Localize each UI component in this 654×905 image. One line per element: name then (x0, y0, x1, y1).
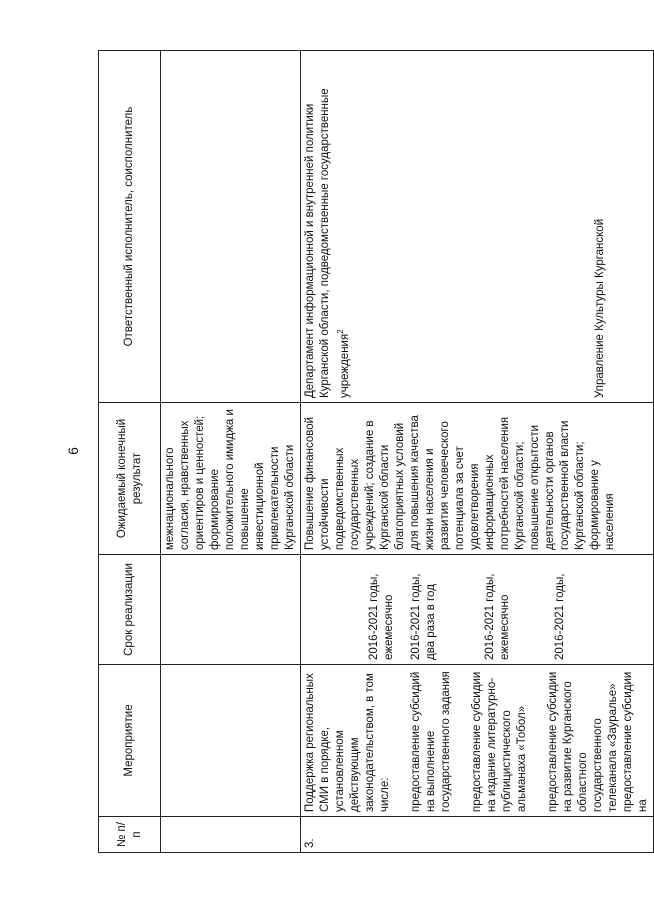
term-sub1: 2016-2021 годы, ежемесячно (368, 573, 395, 660)
cell-result: межнационального согласия, нравственных ориентиров и ценностей; формирование положительного имиджа и повышение инвестиционной привлекательности Курганской области (161, 403, 301, 555)
responsible-main: Департамент информационной и внутренней политики Курганской области, подведомственные государственные учреждения$^2$ (304, 88, 351, 398)
page-number: 6 (64, 447, 81, 455)
event-sub3: предоставление субсидии на развитие Курганского областного государственного телеканала «Зауралье» (547, 671, 619, 812)
cell-responsible (161, 51, 301, 403)
cell-num: 3. (301, 817, 654, 853)
program-table (98, 50, 654, 853)
header-responsible: Ответственный исполнитель, соисполнитель (99, 51, 161, 403)
header-num: № п/п (99, 817, 161, 853)
table-header-row (99, 51, 161, 853)
responsible-last: Управление Культуры Курганской (593, 218, 606, 398)
cell-term (301, 555, 654, 665)
cell-num (161, 817, 301, 853)
cell-event (301, 665, 654, 817)
header-result: Ожидаемый конечный результат (99, 403, 161, 555)
table-row-3 (301, 51, 654, 853)
term-sub3: 2016-2021 годы, ежемесячно (484, 573, 511, 660)
header-event: Мероприятие (99, 665, 161, 817)
cell-event (161, 665, 301, 817)
event-sub4: предоставление субсидии на (622, 671, 649, 812)
footnote-marker: 2 (336, 329, 345, 334)
event-main: Поддержка региональных СМИ в порядке, установленном действующим законодательством, в том числе: (304, 673, 391, 812)
cell-responsible (301, 51, 654, 403)
event-sub1: предоставление субсидий на выполнение государственного задания (410, 671, 452, 812)
table-row-continued (161, 51, 301, 853)
document-sheet (98, 51, 649, 853)
cell-result: Повышение финансовой устойчивости подведомственных государственных учреждений; создание в Курганской области благоприятных условий для повышения качества жизни населения и развития человеческого потенциала за счет удовлетворения информационных потребностей населения Курганской области; повышение открытости деятельности органов государственной власти Курганской области; формирование у населения (301, 403, 654, 555)
term-sub4: 2016-2021 годы, (554, 573, 566, 660)
event-sub2: предоставление субсидии на издание литературно-публицистического альманаха «Тобол» (471, 671, 528, 812)
term-sub2: 2016-2021 годы, два раза в год (410, 573, 437, 660)
header-term: Срок реализации (99, 555, 161, 665)
cell-term (161, 555, 301, 665)
